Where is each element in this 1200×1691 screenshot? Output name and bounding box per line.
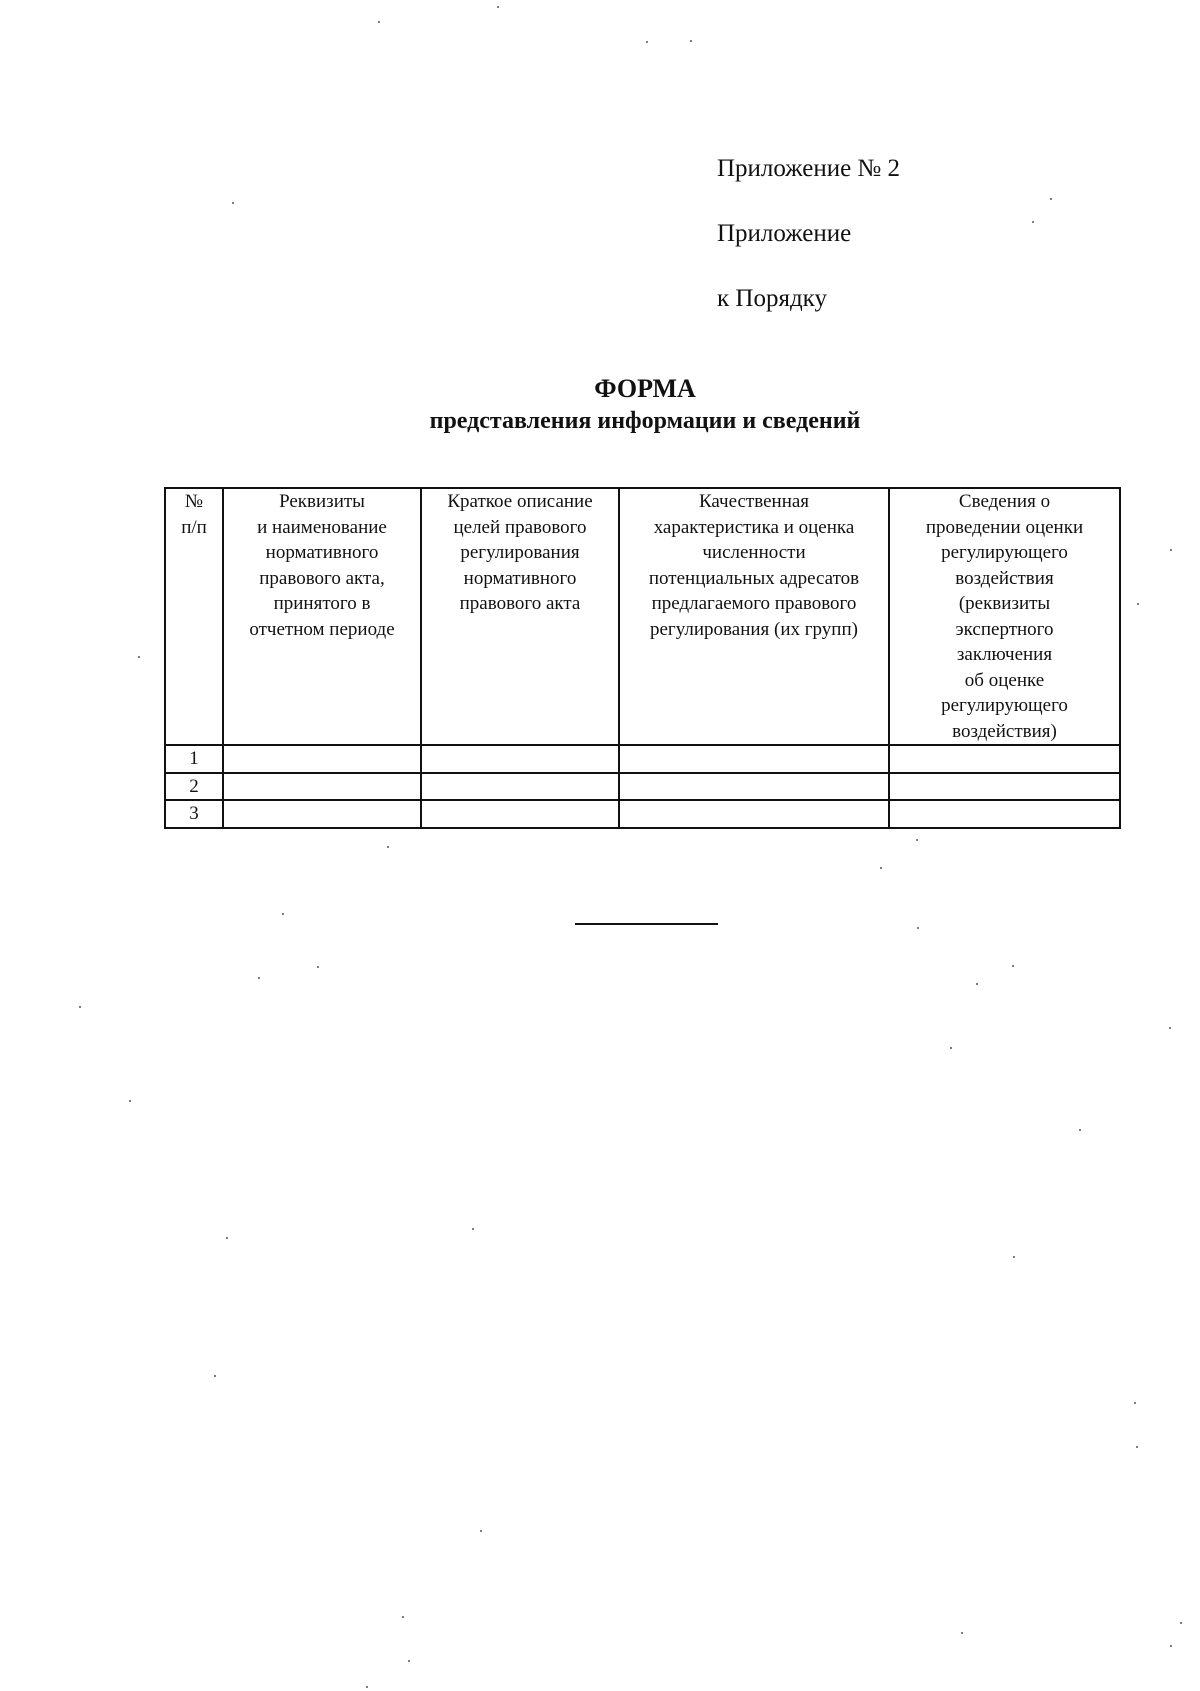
scan-speck: [258, 977, 260, 979]
table-cell: [421, 745, 619, 773]
scan-speck: [976, 983, 978, 985]
header-goals-label: Краткое описание целей правового регулирования нормативного правового акта: [447, 491, 593, 614]
scan-speck: [317, 966, 319, 968]
table-cell: [223, 773, 421, 801]
table-cell-number: 1: [165, 745, 223, 773]
scan-speck: [961, 1632, 963, 1634]
scan-speck: [232, 202, 234, 204]
scan-speck: [129, 1100, 131, 1102]
table-cell: [223, 745, 421, 773]
scan-speck: [402, 1616, 404, 1618]
table-cell: [619, 745, 889, 773]
header-assessment-label: Сведения о проведении оценки регулирующего воздействия (реквизиты экспертного заключения об оценке регулирующего воздействия): [925, 491, 1084, 742]
header-addressees: [619, 488, 889, 745]
table-row: [165, 745, 1120, 773]
scan-speck: [1136, 1446, 1138, 1448]
scan-speck: [378, 21, 380, 23]
header-assessment: [889, 488, 1120, 745]
scan-speck: [646, 41, 648, 43]
table-cell: [619, 800, 889, 828]
table-cell: [889, 773, 1120, 801]
scan-speck: [480, 1530, 482, 1532]
scan-speck: [408, 1660, 410, 1662]
scan-speck: [472, 1228, 474, 1230]
scan-speck: [1012, 965, 1014, 967]
scan-speck: [79, 1006, 81, 1008]
scan-speck: [917, 927, 919, 929]
scan-speck: [1170, 549, 1172, 551]
table-cell-number: 2: [165, 773, 223, 801]
scan-speck: [950, 1047, 952, 1049]
form-title: ФОРМА: [594, 374, 696, 403]
table-cell: [889, 745, 1120, 773]
form-title-block: [0, 372, 1200, 436]
scan-speck: [387, 846, 389, 848]
scan-speck: [497, 6, 499, 8]
table-cell: [421, 800, 619, 828]
scan-speck: [1180, 1622, 1182, 1624]
scan-speck: [916, 839, 918, 841]
table-cell: [421, 773, 619, 801]
header-number: [165, 488, 223, 745]
scan-speck: [1079, 1129, 1081, 1131]
table-cell: [889, 800, 1120, 828]
scan-speck: [1170, 1645, 1172, 1647]
header-goals: [421, 488, 619, 745]
table-row: [165, 800, 1120, 828]
appendix-block: [717, 136, 900, 331]
form-subtitle: представления информации и сведений: [429, 408, 861, 434]
end-rule: [575, 923, 718, 925]
header-number-label: № п/п: [181, 491, 207, 538]
header-act-details: [223, 488, 421, 745]
scan-speck: [1013, 1256, 1015, 1258]
scan-speck: [1137, 603, 1139, 605]
appendix-label: Приложение: [717, 220, 852, 247]
scan-speck: [1050, 198, 1052, 200]
table-row: [165, 773, 1120, 801]
information-form-table: [164, 487, 1121, 829]
scan-speck: [690, 40, 692, 42]
scan-speck: [1134, 1402, 1136, 1404]
scan-speck: [214, 1375, 216, 1377]
appendix-reference: к Порядку: [717, 285, 827, 312]
header-act-details-label: Реквизиты и наименование нормативного правового акта, принятого в отчетном периоде: [249, 491, 395, 640]
scan-speck: [366, 1686, 368, 1688]
scan-speck: [1169, 1027, 1171, 1029]
table-cell-number: 3: [165, 800, 223, 828]
scan-speck: [226, 1237, 228, 1239]
scan-speck: [138, 656, 140, 658]
scan-speck: [282, 913, 284, 915]
appendix-number: Приложение № 2: [717, 155, 901, 182]
table-header-row: [165, 488, 1120, 745]
scan-speck: [1032, 221, 1034, 223]
table-cell: [223, 800, 421, 828]
table-cell: [619, 773, 889, 801]
header-addressees-label: Качественная характеристика и оценка численности потенциальных адресатов предлагаемого правового регулирования (их групп): [648, 491, 860, 640]
scan-speck: [880, 867, 882, 869]
